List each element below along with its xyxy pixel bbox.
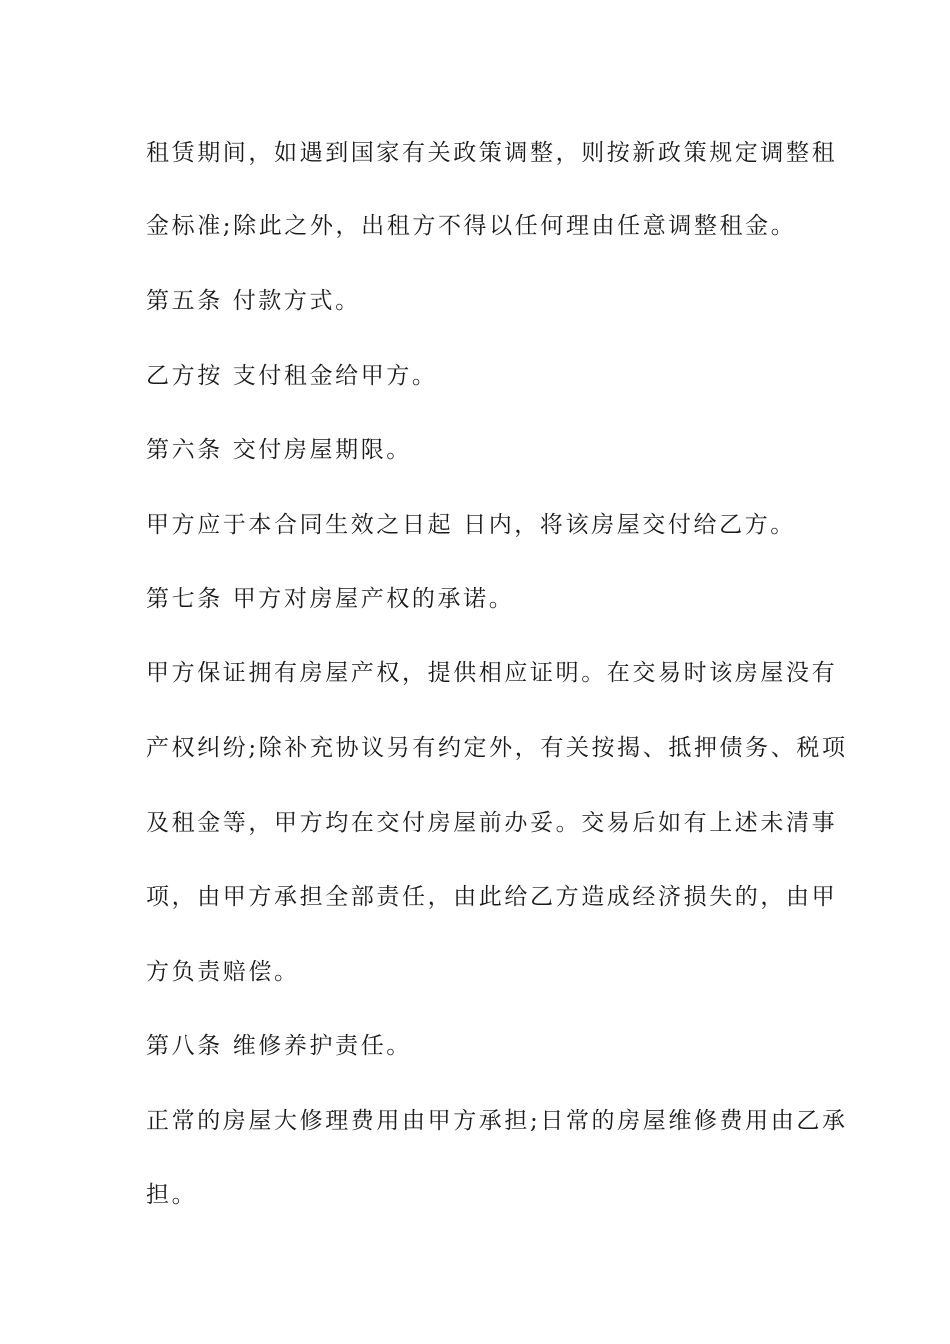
paragraph-line: 产权纠纷;除补充协议另有约定外，有关按揭、抵押债务、税项: [146, 735, 848, 761]
paragraph-line: 甲方应于本合同生效之日起 日内，将该房屋交付给乙方。: [146, 512, 796, 538]
article-heading: 第七条 甲方对房屋产权的承诺。: [146, 586, 515, 612]
article-heading: 第五条 付款方式。: [146, 288, 361, 314]
paragraph-line: 方负责赔偿。: [146, 959, 300, 985]
paragraph-line: 担。: [146, 1182, 198, 1208]
paragraph-line: 正常的房屋大修理费用由甲方承担;日常的房屋维修费用由乙承: [146, 1108, 848, 1134]
paragraph-line: 乙方按 支付租金给甲方。: [146, 363, 438, 389]
paragraph-line: 及租金等，甲方均在交付房屋前办妥。交易后如有上述未清事: [146, 810, 838, 836]
paragraph-line: 项，由甲方承担全部责任，由此给乙方造成经济损失的，由甲: [146, 884, 838, 910]
article-heading: 第八条 维修养护责任。: [146, 1033, 412, 1059]
paragraph-line: 金标准;除此之外，出租方不得以任何理由任意调整租金。: [146, 213, 797, 239]
paragraph-line: 甲方保证拥有房屋产权，提供相应证明。在交易时该房屋没有: [146, 660, 838, 686]
paragraph-line: 租赁期间，如遇到国家有关政策调整，则按新政策规定调整租: [146, 140, 838, 166]
article-heading: 第六条 交付房屋期限。: [146, 437, 412, 463]
